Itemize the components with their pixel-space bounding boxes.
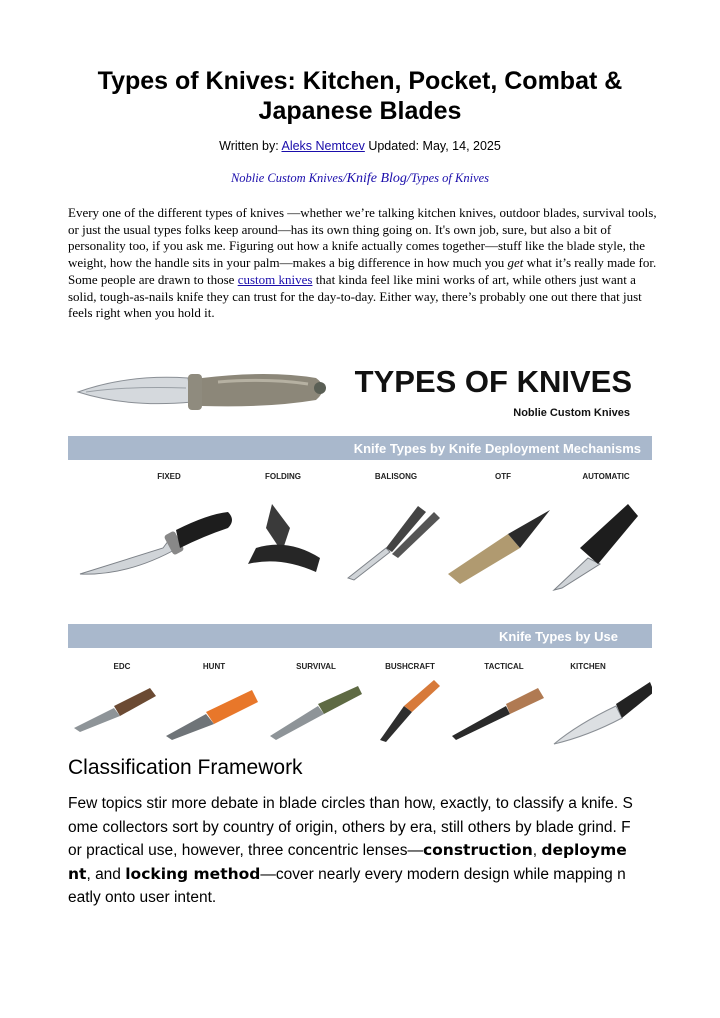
body-line: Few topics stir more debate in blade circles than how, exactly, to classify a knife. S <box>68 795 633 812</box>
band-deployment-label: Knife Types by Knife Deployment Mechanisms <box>353 441 641 456</box>
intro-emphasis: get <box>507 255 524 271</box>
page-title: Types of Knives: Kitchen, Pocket, Combat & Japanese Blades <box>97 67 623 125</box>
label-balisong: BALISONG <box>374 472 418 481</box>
body-text: —cover nearly every modern design while mapping n <box>260 865 626 883</box>
term-locking-method: locking method <box>125 864 261 883</box>
label-folding: FOLDING <box>265 472 301 481</box>
body-line: ome collectors sort by country of origin, others by era, still others by blade grind. F <box>68 818 631 836</box>
byline <box>0 139 720 153</box>
intro-text: that kinda feel like mini works of art, while others just want a solid, tough-as-nails knife they can trust for the day-to-day. Either way, there’s probably one out there that just feels right when you hold it. <box>68 271 642 321</box>
label-tactical: TACTICAL <box>484 662 524 671</box>
term-deployment: deployme <box>541 841 627 859</box>
knife-types-infographic <box>68 352 652 752</box>
breadcrumb <box>0 171 720 187</box>
updated-date: Updated: May, 14, 2025 <box>368 139 501 153</box>
custom-knives-link[interactable]: custom knives <box>237 271 313 287</box>
label-fixed: FIXED <box>157 472 181 481</box>
term-deployment-cont: nt <box>68 864 87 883</box>
infographic-heading: TYPES OF KNIVES <box>354 364 632 399</box>
breadcrumb-separator: / <box>342 171 347 186</box>
section-body <box>68 792 658 910</box>
infographic-brand: Noblie Custom Knives <box>513 407 630 419</box>
breadcrumb-blog[interactable]: Knife Blog <box>346 171 407 186</box>
breadcrumb-current: Types of Knives <box>410 171 490 185</box>
section-heading: Classification Framework <box>68 756 303 779</box>
label-otf: OTF <box>495 472 511 481</box>
label-hunt: HUNT <box>202 662 226 671</box>
label-survival: SURVIVAL <box>296 662 336 671</box>
breadcrumb-separator: / <box>406 171 411 186</box>
body-line <box>68 863 658 887</box>
body-line <box>68 839 658 863</box>
body-text: or practical use, however, three concentric lenses— <box>68 842 423 859</box>
label-bushcraft: BUSHCRAFT <box>385 662 435 671</box>
body-line: eatly onto user intent. <box>68 889 217 906</box>
breadcrumb-home[interactable]: Noblie Custom Knives <box>230 171 343 185</box>
term-construction: construction <box>422 841 533 859</box>
body-text: , and <box>86 865 126 883</box>
body-text: , <box>532 842 542 859</box>
byline-prefix: Written by: <box>219 139 279 153</box>
intro-text: Every one of the different types of knives —whether we’re talking kitchen knives, outdoor blades, survival tools, or just the usual types folks keep around—has its own thing going on. It's own job, sure, but also a bit of personality too, if you ask me. Figuring out how a knife actually comes together—stuff like the blade style, the weight, how the handle sits in your palm—makes a big difference in how much you <box>68 205 657 271</box>
intro-paragraph <box>68 205 658 322</box>
label-kitchen: KITCHEN <box>570 662 606 671</box>
band-use-label: Knife Types by Use <box>499 629 618 644</box>
label-edc: EDC <box>113 662 131 671</box>
author-link[interactable]: Aleks Nemtcev <box>281 139 365 153</box>
label-automatic: AUTOMATIC <box>582 472 630 481</box>
intro-text: what it’s really made for. Some people are drawn to those <box>68 255 657 287</box>
